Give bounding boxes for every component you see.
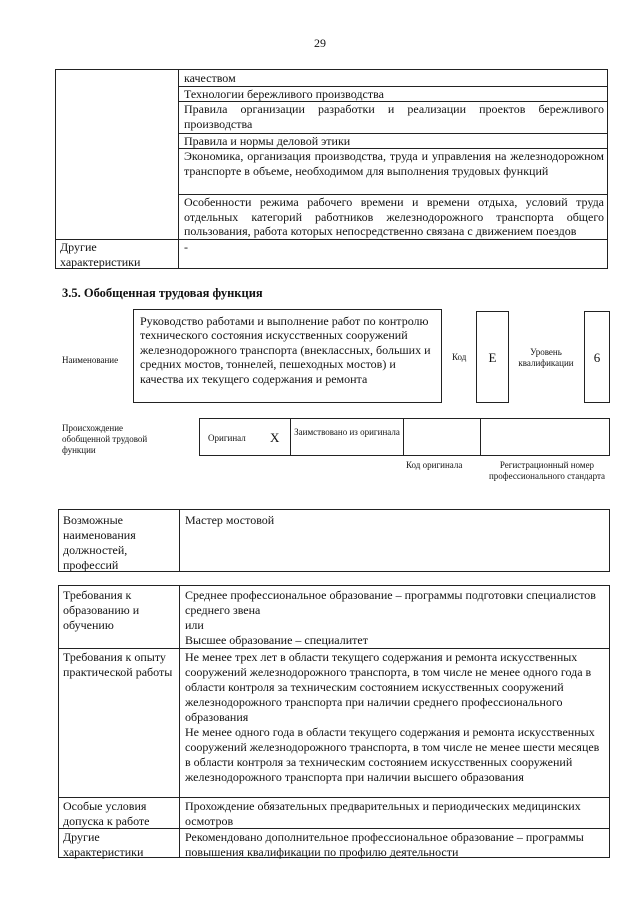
positions-label: Возможные наименования должностей, профессий [63, 513, 136, 572]
code-value: E [488, 350, 497, 365]
level-label: Уровень квалификации [518, 347, 574, 368]
original-mark: X [270, 430, 280, 445]
knowledge-item: Правила и нормы деловой этики [184, 134, 351, 148]
knowledge-item: Экономика, организация производства, труда и управления на железнодорожном транспорте в объеме, необходимом для выполнения трудовых функций [184, 149, 604, 178]
education-line: Среднее профессиональное образование – программы подготовки специалистов среднего звена [185, 588, 596, 617]
borrowed-label: Заимствовано из оригинала [294, 427, 400, 437]
positions-table [58, 509, 610, 572]
experience-value [185, 650, 605, 785]
level-box [584, 311, 610, 403]
education-value [185, 588, 605, 648]
code-original-caption: Код оригинала [406, 460, 463, 470]
level-value: 6 [593, 350, 601, 365]
origin-label: Происхождение обобщенной трудовой функции [62, 423, 148, 455]
reg-number-caption: Регистрационный номер профессионального стандарта [488, 460, 606, 481]
knowledge-table-continuation [55, 69, 608, 269]
page-number: 29 [314, 36, 326, 50]
other-characteristics-value: Рекомендовано дополнительное профессиональное образование – программы повышения квалификации по профилю деятельности [185, 830, 584, 859]
other-characteristics-label: Другие характеристики [60, 240, 141, 269]
positions-value: Мастер мостовой [185, 513, 275, 527]
name-label: Наименование [62, 355, 119, 365]
experience-label: Требования к опыту практической работы [63, 650, 173, 679]
knowledge-item: качеством [184, 71, 236, 85]
origin-table [199, 418, 610, 456]
special-conditions-label: Особые условия допуска к работе [63, 799, 150, 828]
other-characteristics-label: Другие характеристики [63, 830, 144, 859]
experience-line: Не менее трех лет в области текущего содержания и ремонта искусственных сооружений железнодорожного транспорта, в том числе не менее одного года в области контроля за техническим состоянием искусственных сооружений железнодорожного транспорта при наличии среднего профессионального образования [185, 650, 592, 724]
experience-line: Не менее одного года в области текущего содержания и ремонта искусственных сооружений железнодорожного транспорта, в том числе не менее шести месяцев в области контроля за техническим состоянием искусственных сооружений железнодорожного транспорта при наличии высшего образования [185, 725, 600, 784]
education-line: или [185, 618, 204, 632]
function-name-value: Руководство работами и выполнение работ по контролю технического состояния искусственных сооружений железнодорожного транспорта (внеклассных, больших и средних мостов, тоннелей, пешеходных мостов) и качества их текущего содержания и ремонта [140, 314, 431, 386]
section-title: 3.5. Обобщенная трудовая функция [62, 286, 263, 300]
other-characteristics-value: - [184, 240, 188, 254]
requirements-table [58, 585, 610, 858]
knowledge-item: Технологии бережливого производства [184, 87, 384, 101]
education-line: Высшее образование – специалитет [185, 633, 368, 647]
function-name-box [133, 309, 442, 403]
original-label: Оригинал [208, 433, 246, 443]
education-label: Требования к образованию и обучению [63, 588, 140, 632]
code-box [476, 311, 509, 403]
code-label: Код [452, 352, 467, 362]
knowledge-item: Особенности режима рабочего времени и времени отдыха, условий труда отдельных категорий работников железнодорожного транспорта общего пользования, работа которых непосредственно связана с движением поездов [184, 195, 604, 239]
knowledge-item: Правила организации разработки и реализации проектов бережливого производства [184, 102, 604, 131]
special-conditions-value: Прохождение обязательных предварительных и периодических медицинских осмотров [185, 799, 581, 828]
